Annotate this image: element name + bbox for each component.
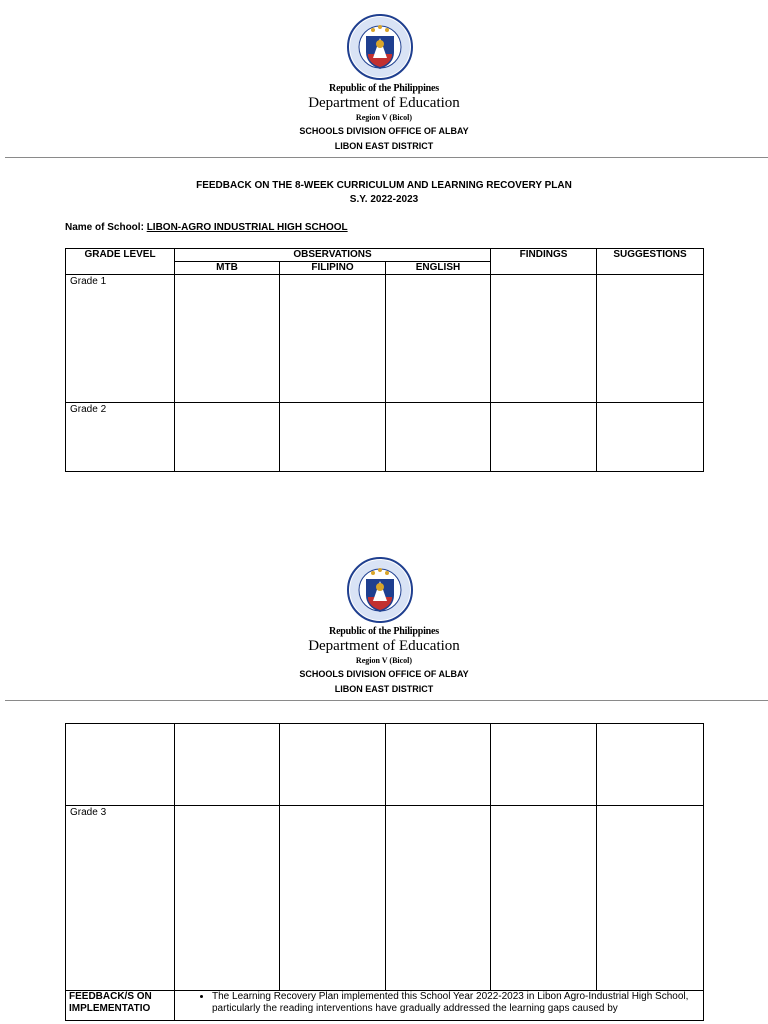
school-label: Name of School: [65,222,144,233]
cell-grade-level [66,724,175,806]
cell-filipino [280,806,386,991]
school-name: LIBON-AGRO INDUSTRIAL HIGH SCHOOL [146,222,348,233]
header-grade-level: GRADE LEVEL [66,249,175,275]
cell-findings [491,275,597,403]
deped-seal-icon [347,557,413,623]
header-suggestions: SUGGESTIONS [597,249,704,275]
cell-findings [491,806,597,991]
header-findings: FINDINGS [491,249,597,275]
feedback-row [66,991,704,1021]
cell-filipino [280,724,386,806]
deped-seal-icon [347,14,413,80]
row-label-grade-3: Grade 3 [66,806,175,991]
table-row [66,806,704,991]
feedback-text-cell [175,991,704,1021]
republic-line: Republic of the Philippines [329,626,439,637]
cell-mtb [175,403,280,472]
cell-filipino [280,275,386,403]
school-name-line [65,222,348,233]
division-line: SCHOOLS DIVISION OFFICE OF ALBAY [299,126,469,136]
cell-suggestions [597,403,704,472]
cell-suggestions [597,724,704,806]
school-year: S.Y. 2022-2023 [349,194,419,205]
feedback-text: • The Learning Recovery Plan implemented this School Year 2022-2023 in Libon Agro-Industrial High School, particularly the reading interventions have gradually addressed the learning gaps caused by [212,991,703,1015]
cell-english [386,275,491,403]
cell-suggestions [597,806,704,991]
district-line: LIBON EAST DISTRICT [334,141,434,151]
subject-filipino: FILIPINO [280,262,386,275]
cell-suggestions [597,275,704,403]
cell-mtb [175,724,280,806]
table-row [66,403,704,472]
cell-findings [491,724,597,806]
row-label-grade-2: Grade 2 [66,403,175,472]
subject-english: ENGLISH [386,262,491,275]
subject-mtb: MTB [175,262,280,275]
department-title: Department of Education [308,638,460,654]
cell-filipino [280,403,386,472]
republic-line: Republic of the Philippines [329,83,439,94]
feedback-label: FEEDBACK/S ON IMPLEMENTATIO [66,991,175,1021]
cell-english [386,806,491,991]
cell-english [386,724,491,806]
header-divider [5,700,768,701]
department-title: Department of Education [308,95,460,111]
document-title: FEEDBACK ON THE 8-WEEK CURRICULUM AND LEARNING RECOVERY PLAN [196,180,572,191]
region-line: Region V (Bicol) [355,656,413,665]
recovery-plan-table-continued [65,723,704,1021]
cell-mtb [175,275,280,403]
recovery-plan-table [65,248,704,472]
header-observations: OBSERVATIONS [175,249,491,262]
cell-english [386,403,491,472]
header-divider [5,157,768,158]
row-label-grade-1: Grade 1 [66,275,175,403]
district-line: LIBON EAST DISTRICT [334,684,434,694]
division-line: SCHOOLS DIVISION OFFICE OF ALBAY [299,669,469,679]
cell-findings [491,403,597,472]
table-row [66,275,704,403]
region-line: Region V (Bicol) [355,113,413,122]
cell-mtb [175,806,280,991]
table-row [66,724,704,806]
